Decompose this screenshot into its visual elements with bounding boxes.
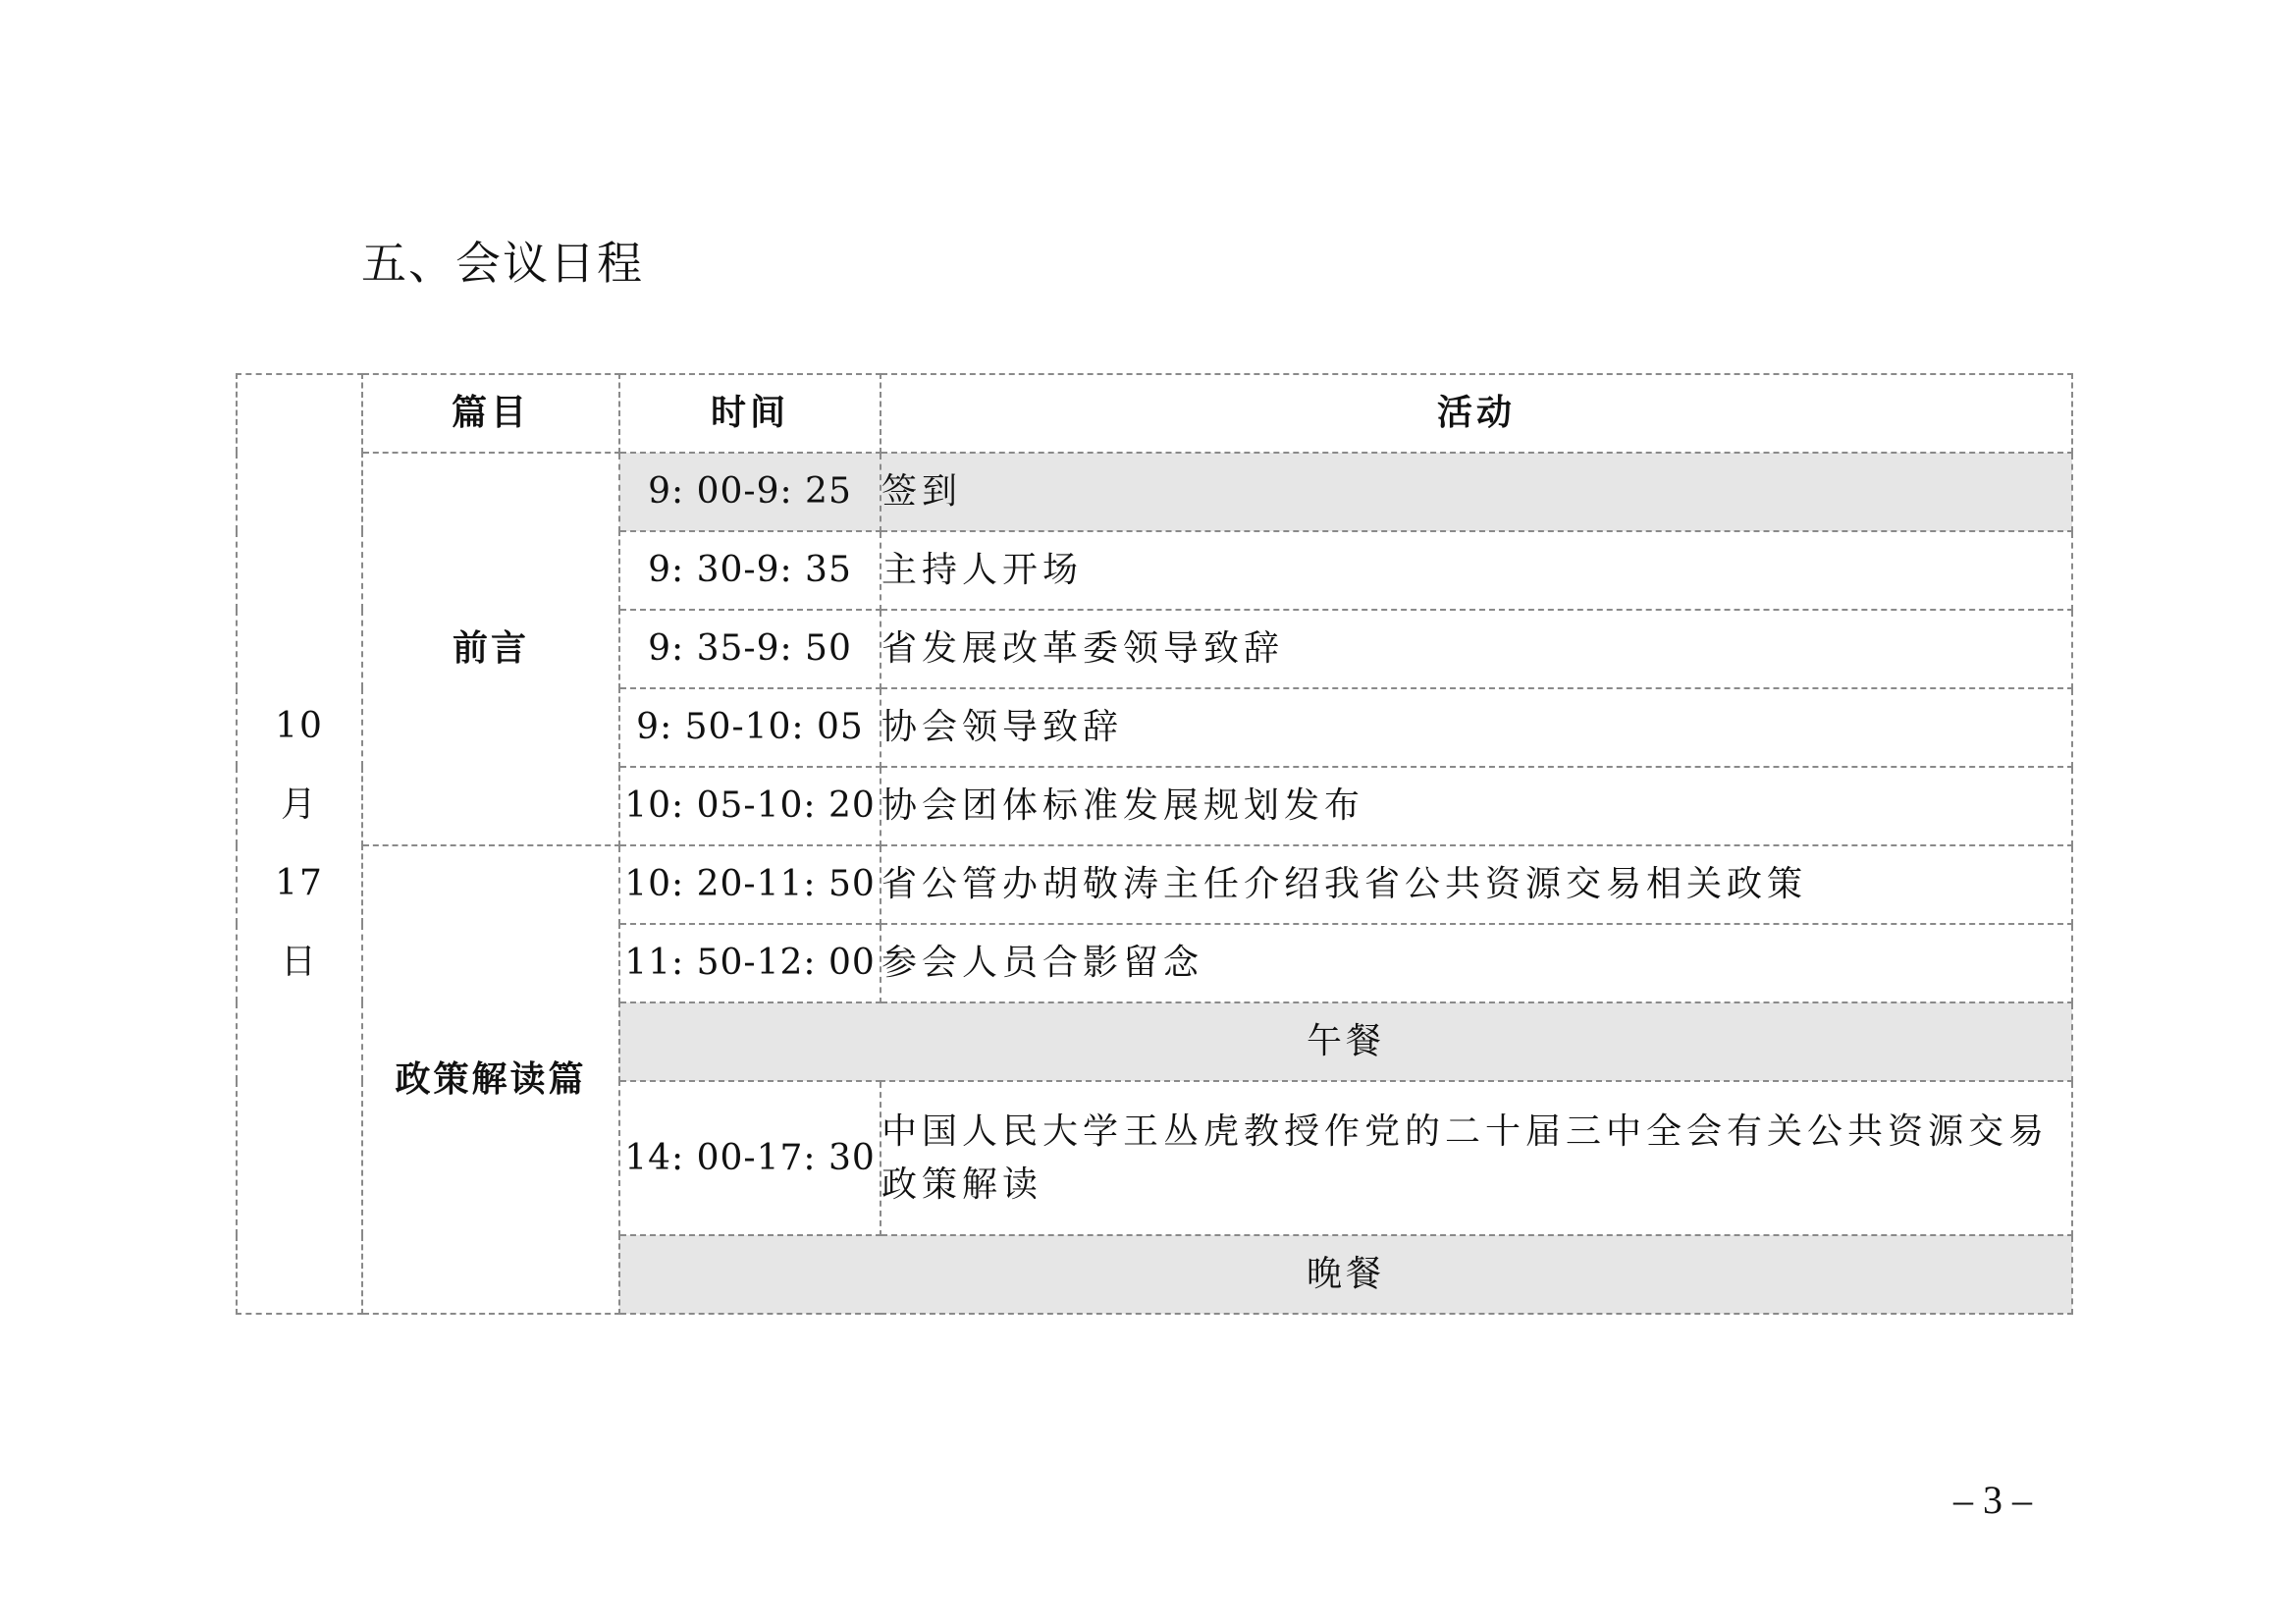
page-number: – 3 – xyxy=(1953,1478,2032,1522)
row-time: 10: 20-11: 50 xyxy=(619,845,881,924)
section-policy: 政策解读篇 xyxy=(362,845,619,1314)
row-time: 9: 35-9: 50 xyxy=(619,610,881,688)
row-time: 11: 50-12: 00 xyxy=(619,924,881,1002)
lunch-row: 午餐 xyxy=(619,1002,2072,1081)
row-activity: 协会领导致辞 xyxy=(881,688,2072,767)
header-time: 时间 xyxy=(619,374,881,453)
header-section: 篇目 xyxy=(362,374,619,453)
row-activity: 签到 xyxy=(881,453,2072,531)
row-time: 9: 00-9: 25 xyxy=(619,453,881,531)
dinner-row: 晚餐 xyxy=(619,1235,2072,1314)
header-activity: 活动 xyxy=(881,374,2072,453)
row-activity: 省发展改革委领导致辞 xyxy=(881,610,2072,688)
date-day-char: 日 xyxy=(280,941,318,982)
section-preface: 前言 xyxy=(362,453,619,845)
row-activity: 省公管办胡敬涛主任介绍我省公共资源交易相关政策 xyxy=(881,845,2072,924)
row-time: 9: 30-9: 35 xyxy=(619,531,881,610)
schedule-table xyxy=(236,373,2073,1315)
row-time: 14: 00-17: 30 xyxy=(619,1081,881,1235)
date-cell xyxy=(237,374,362,1314)
date-month-number: 10 xyxy=(275,705,324,746)
date-month-char: 月 xyxy=(280,784,318,825)
row-time: 10: 05-10: 20 xyxy=(619,767,881,845)
row-time: 9: 50-10: 05 xyxy=(619,688,881,767)
row-activity: 主持人开场 xyxy=(881,531,2072,610)
section-title: 五、会议日程 xyxy=(361,237,644,290)
date-day-number: 17 xyxy=(275,862,324,903)
row-activity: 协会团体标准发展规划发布 xyxy=(881,767,2072,845)
row-activity: 中国人民大学王丛虎教授作党的二十届三中全会有关公共资源交易政策解读 xyxy=(881,1081,2072,1235)
row-activity: 参会人员合影留念 xyxy=(881,924,2072,1002)
